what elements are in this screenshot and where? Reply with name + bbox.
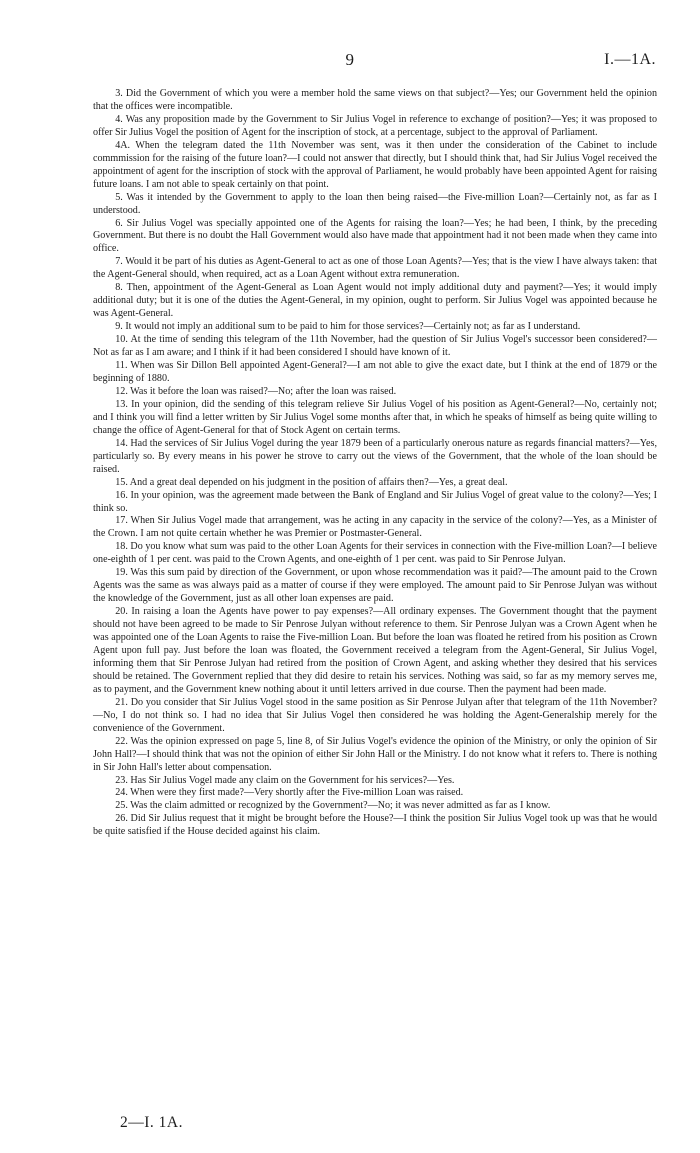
paragraph-q18: 18. Do you know what sum was paid to the other Loan Agents for their services in connection with the Five-million Loan?—I believe one-eighth of 1 per cent. was paid to the Crown Agents, and one-eighth of 1 per cent. was paid to Sir Penrose Julyan. (93, 541, 657, 566)
paragraph-q13: 13. In your opinion, did the sending of this telegram relieve Sir Julius Vogel of his position as Agent-General?—No, certainly not; and I think you will find a letter written by Sir Julius Vogel some months after that, in which he speaks of himself as being quite willing to change the office of Agent-General for that of Stock Agent on certain terms. (93, 398, 657, 436)
paragraph-q12: 12. Was it before the loan was raised?—No; after the loan was raised. (115, 385, 397, 397)
paragraph-q17: 17. When Sir Julius Vogel made that arrangement, was he acting in any capacity in the service of the colony?—Yes, as a Minister of the Crown. I am not quite certain whether he was Premier or Postmaster-General. (93, 515, 657, 540)
paragraph-q23: 23. Has Sir Julius Vogel made any claim on the Government for his services?—Yes. (115, 774, 455, 786)
paragraph-q25: 25. Was the claim admitted or recognized by the Government?—No; it was never admitted as far as I know. (115, 800, 551, 812)
document-reference: I.—1A. (604, 51, 656, 68)
paragraph-q9: 9. It would not imply an additional sum to be paid to him for those services?—Certainly not; as far as I understand. (115, 321, 581, 333)
paragraph-q24: 24. When were they first made?—Very shortly after the Five-million Loan was raised. (115, 787, 464, 799)
paragraph-q19: 19. Was this sum paid by direction of the Government, or upon whose recommendation was it paid?—The amount paid to the Crown Agents was the same as was always paid as a matter of course if they were employed. The amount paid to Sir Penrose Julyan was without the knowledge of the Government, just as all other loan expenses are paid. (93, 567, 657, 605)
paragraph-q22: 22. Was the opinion expressed on page 5, line 8, of Sir Julius Vogel's evidence the opinion of the Ministry, or only the opinion of Sir John Hall?—I should think that was not the opinion of either Sir John Hall or the Ministry. I do not know what it refers to. There is nothing in Sir John Hall's letter about compensation. (93, 735, 657, 773)
paragraph-q7: 7. Would it be part of his duties as Agent-General to act as one of those Loan Agents?—Yes; that is the view I have always taken: that the Agent-General should, when required, act as a Loan Agent without extra remuneration. (93, 256, 657, 281)
paragraph-q8: 8. Then, appointment of the Agent-General as Loan Agent would not imply additional duty and payment?—Yes; it would imply additional duty; but it is one of the duties the Agent-General, in my opinion, ought to perform. Sir Julius Vogel was appointed because he was Agent-General. (93, 282, 657, 320)
paragraph-q20: 20. In raising a loan the Agents have power to pay expenses?—All ordinary expenses. The Government thought that the payment should not have been agreed to be made to Sir Penrose Julyan without reference to them. Sir Penrose Julyan was a Crown Agent when he was appointed one of the Loan Agents to raise the Five-million Loan. But before the loan was floated he retired from his position as Crown Agent upon full pay. Just before the loan was floated, the Government received a telegram from the Agent-General, Sir Julius Vogel, informing them that Sir Penrose Julyan had retired from the position of Crown Agent, and asking whether they desired that his services should be retained. The Government replied that they did desire to retain his services. Nothing was said, so far as my memory serves me, as to payment, and the Government knew nothing about it until letters arrived in due course. Then the payment had been made. (93, 606, 657, 695)
paragraph-q3: 3. Did the Government of which you were a member hold the same views on that subject?—Yes; our Government held the opinion that the offices were incompatible. (93, 88, 657, 112)
paragraph-q15: 15. And a great deal depended on his judgment in the position of affairs then?—Yes, a great deal. (115, 476, 508, 488)
paragraph-q4: 4. Was any proposition made by the Government to Sir Julius Vogel in reference to exchange of position?—Yes; it was proposed to offer Sir Julius Vogel the position of Agent for the inscription of stock, at a percentage, subject to the approval of Parliament. (93, 113, 657, 138)
paragraph-q6: 6. Sir Julius Vogel was specially appointed one of the Agents for raising the loan?—Yes; he had been, I think, by the preceding Government. But there is no doubt the Hall Government would also have made that appointment had it not been made when they came into office. (93, 217, 657, 255)
paragraph-q11: 11. When was Sir Dillon Bell appointed Agent-General?—I am not able to give the exact date, but I think at the end of 1879 or the beginning of 1880. (93, 360, 657, 384)
paragraph-q5: 5. Was it intended by the Government to apply to the loan then being raised—the Five-million Loan?—Certainly not, as far as I understood. (93, 191, 657, 216)
sheet-signature: 2—I. 1A. (120, 1114, 183, 1131)
paragraph-q4a: 4A. When the telegram dated the 11th November was sent, was it then under the consideration of the Cabinet to include commmission for the raising of the future loan?—I could not answer that directly, but I should think that, had Sir Julius Vogel received the appointment of agent for the inscription of stock with the approval of Parliament, he would probably have been appointed Agent for raising future loans. I am not able to speak certainly on that point. (93, 139, 657, 190)
paragraph-q26: 26. Did Sir Julius request that it might be brought before the House?—I think the position Sir Julius Vogel took up was that he would be quite satisfied if the House decided against his claim. (93, 813, 657, 838)
paragraph-q16: 16. In your opinion, was the agreement made between the Bank of England and Sir Julius Vogel of great value to the colony?—Yes; I think so. (93, 489, 657, 514)
paragraph-q14: 14. Had the services of Sir Julius Vogel during the year 1879 been of a particularly onerous nature as regards financial matters?—Yes, particularly so. By every means in his power he strove to carry out the views of the Government, that the whole of the loan should be raised. (93, 437, 657, 475)
evidence-body (93, 88, 657, 839)
page-number: 9 (345, 50, 355, 69)
paragraph-q10: 10. At the time of sending this telegram of the 11th November, had the question of Sir Julius Vogel's successor been considered?—Not as far as I am aware; and I think if it had been considered I should have known of it. (93, 334, 657, 359)
paragraph-q21: 21. Do you consider that Sir Julius Vogel stood in the same position as Sir Penrose Julyan after that telegram of the 11th November?—No, I do not think so. I had no idea that Sir Julius Vogel then considered he was holding the Agent-Generalship merely for the convenience of the Government. (93, 696, 657, 734)
